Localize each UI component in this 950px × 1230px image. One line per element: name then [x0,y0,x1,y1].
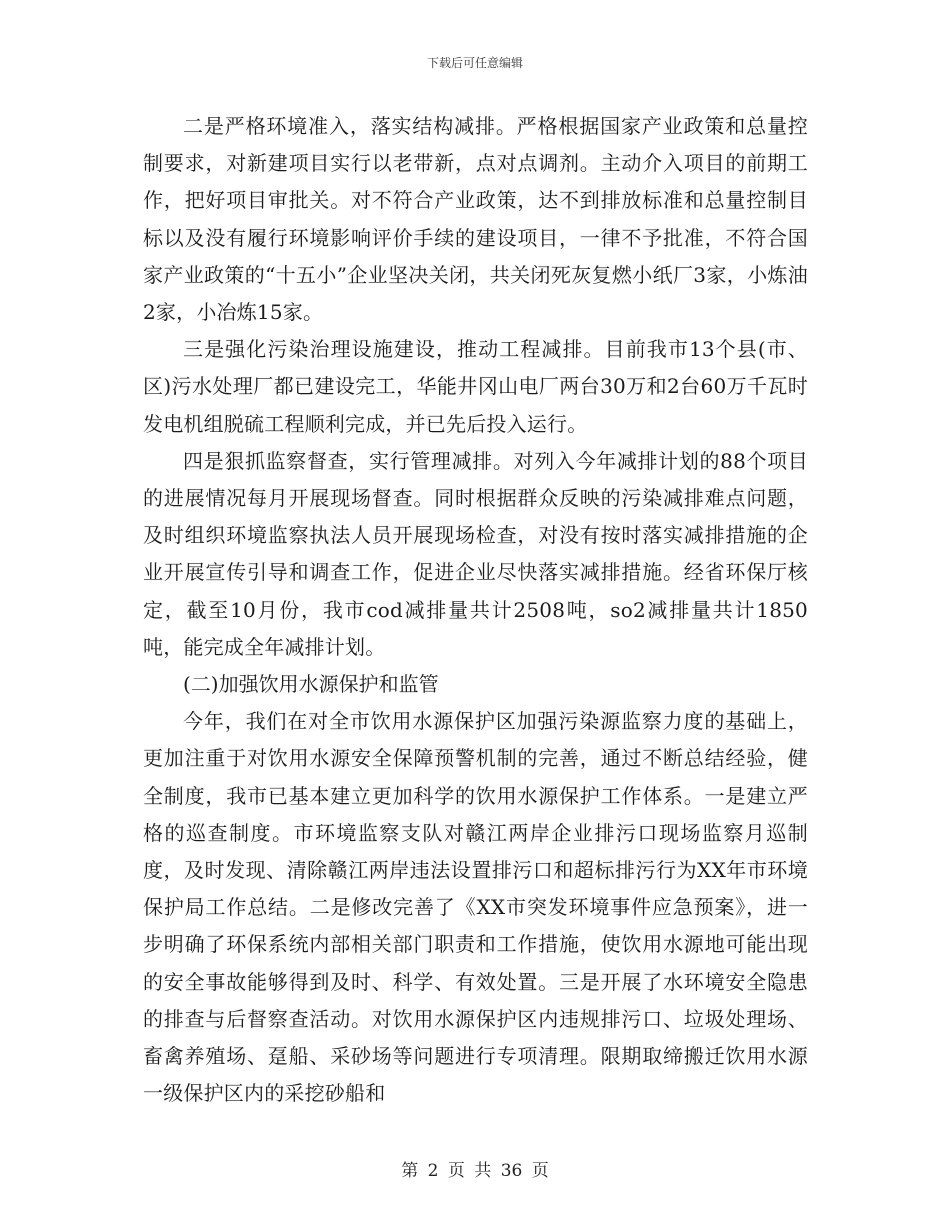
document-body [143,108,808,1112]
page-footer: 第 2 页 共 36 页 [401,1161,549,1181]
paragraph-management-reduction: 四是狠抓监察督查，实行管理减排。对列入今年减排计划的88个项目的进展情况每月开展现场督查。同时根据群众反映的污染减排难点问题，及时组织环境监察执法人员开展现场检查，对没有按时落实减排措施的企业开展宣传引导和调查工作，促进企业尽快落实减排措施。经省环保厅核定，截至10月份，我市cod减排量共计2508吨，so2减排量共计1850吨，能完成全年减排计划。 [143,448,808,659]
paragraph-engineering-reduction: 三是强化污染治理设施建设，推动工程减排。目前我市13个县(市、区)污水处理厂都已建设完工，华能井冈山电厂两台30万和2台60万千瓦时发电机组脱硫工程顺利完成，并已先后投入运行。 [143,337,808,436]
section-heading: (二)加强饮用水源保护和监管 [183,672,439,697]
paragraph-water-source-protection: 今年，我们在对全市饮用水源保护区加强污染源监察力度的基础上，更加注重于对饮用水源安全保障预警机制的完善，通过不断总结经验，健全制度，我市已基本建立更加科学的饮用水源保护工作体系。一是建立严格的巡查制度。市环境监察支队对赣江两岸企业排污口现场监察月巡制度，及时发现、清除赣江两岸违法设置排污口和超标排污行为XX年市环境保护局工作总结。二是修改完善了《XX市突发环境事件应急预案》，进一步明确了环保系统内部相关部门职责和工作措施，使饮用水源地可能出现的安全事故能够得到及时、科学、有效处置。三是开展了水环境安全隐患的排查与后督察查活动。对饮用水源保护区内违规排污口、垃圾处理场、畜禽养殖场、趸船、采砂场等问题进行专项清理。限期取缔搬迁饮用水源一级保护区内的采挖砂船和 [143,709,808,1106]
page-header: 下载后可任意编辑 [426,56,523,70]
paragraph-structural-reduction: 二是严格环境准入，落实结构减排。严格根据国家产业政策和总量控制要求，对新建项目实行以老带新，点对点调剂。主动介入项目的前期工作，把好项目审批关。对不符合产业政策，达不到排放标准和总量控制目标以及没有履行环境影响评价手续的建设项目，一律不予批准，不符合国家产业政策的“十五小”企业坚决关闭，共关闭死灰复燃小纸厂3家，小炼油2家，小冶炼15家。 [143,114,808,325]
